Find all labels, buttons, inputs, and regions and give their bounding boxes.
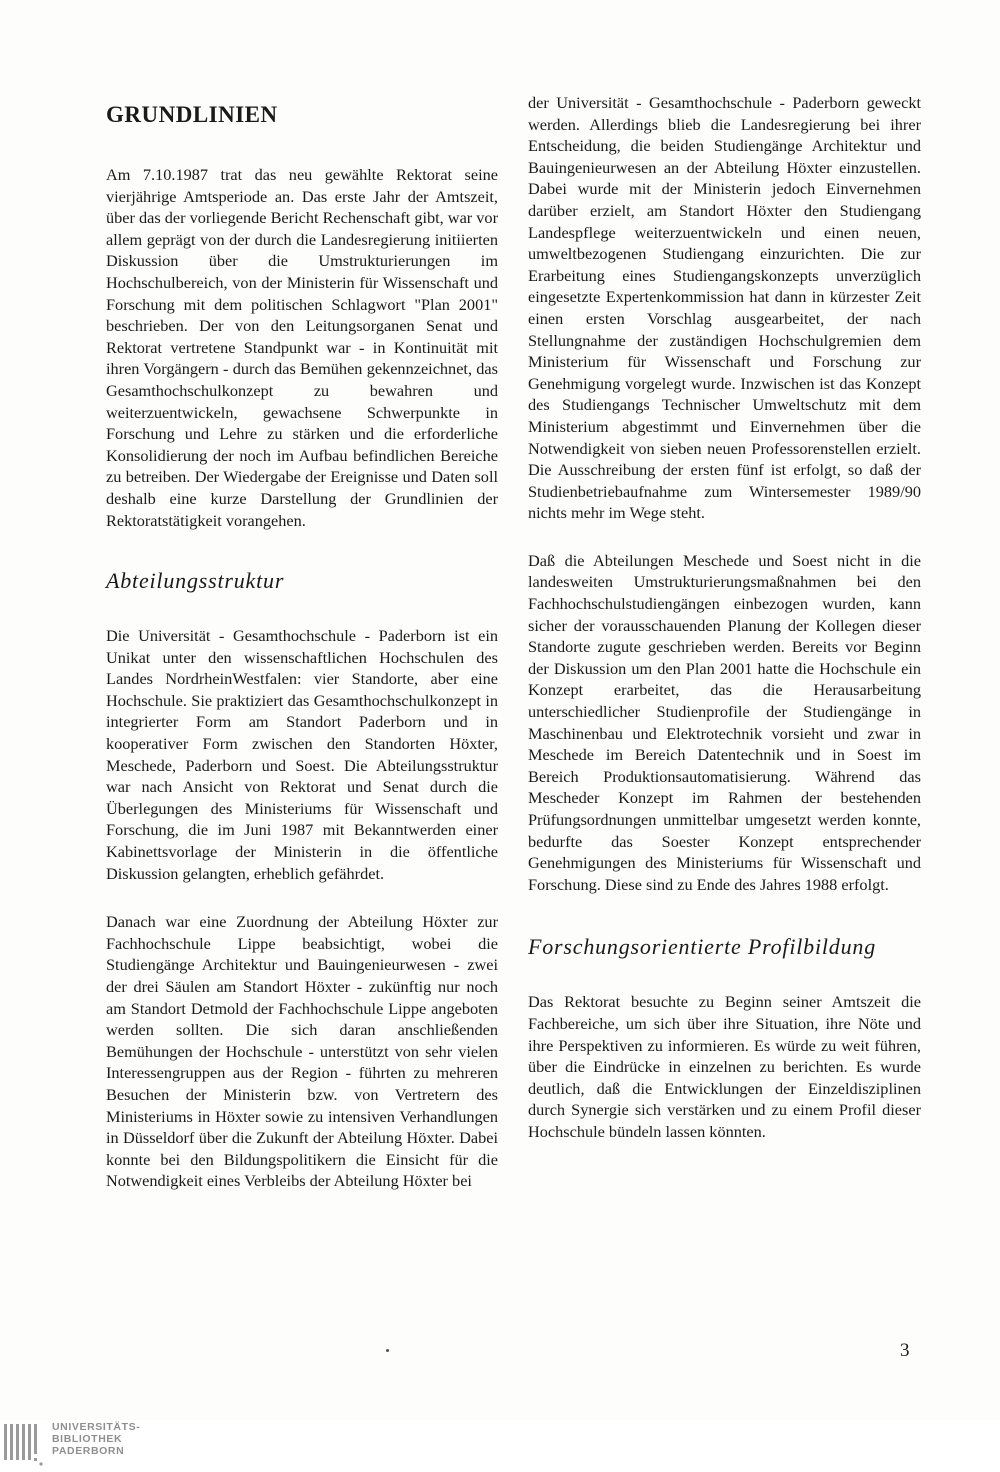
paragraph-abteilungsstruktur-2-continued: der Universität - Gesamthochschule - Paderborn geweckt werden. Allerdings blieb die Landesregierung bei ihrer Entscheidung, die beiden Studiengänge Architektur und Bauingenieurwesen an der Abteilung Höxter einzustellen. Dabei wurde mit der Ministerin jedoch Einvernehmen darüber erzielt, am Standort Höxter den Studiengang Landespflege weiterzuentwickeln und einen neuen, umweltbezogenen Studiengang einzurichten. Die zur Erarbeitung eines Studiengangskonzepts unverzüglich eingesetzte Expertenkommission hat dann in kürzester Zeit einen ersten Vorschlag ausgearbeitet, der nach Stellungnahme der zuständigen Hochschulgremien dem Ministerium für Wissenschaft und Forschung zur Genehmigung vorgelegt wurde. Inzwischen ist das Konzept des Studiengangs Technischer Umweltschutz mit dem Ministerium abgestimmt und Einvernehmen über die Notwendigkeit von sieben neuen Professorenstellen erzielt. Die Ausschreibung der ersten fünf ist erfolgt, so daß der Studienbetriebaufnahme zum Wintersemester 1989/90 nichts mehr im Wege steht.	[528, 93, 921, 523]
page-title: GRUNDLINIEN	[106, 102, 278, 127]
page-number: 3	[900, 1340, 910, 1361]
logo-line-3: PADERBORN	[52, 1445, 125, 1457]
section-heading-abteilungsstruktur: Abteilungsstruktur	[106, 568, 285, 594]
paragraph-abteilungsstruktur-1: Die Universität - Gesamthochschule - Paderborn ist ein Unikat unter den wissenschaftlichen Hochschulen des Landes NordrheinWestfalen: vier Standorte, aber eine Hochschule. Sie praktiziert das Gesamthochschulkonzept in integrierter Form am Standort Paderborn und in kooperativer Form zwischen den Standorten Höxter, Meschede, Paderborn und Soest. Die Abteilungsstruktur war nach Ansicht von Rektorat und Senat durch die Überlegungen des Ministeriums für Wissenschaft und Forschung, die im Juni 1987 mit Bekanntwerden einer Kabinettsvorlage der Ministerin in die öffentliche Diskussion gelangten, erheblich gefährdet.	[106, 626, 498, 883]
library-logo-text	[52, 1421, 140, 1457]
paragraph-abteilungsstruktur-3: Daß die Abteilungen Meschede und Soest nicht in die landesweiten Umstrukturierungsmaßnahmen bei den Fachhochschulstudiengängen einbezogen wurden, kann sicher der vorausschauenden Planung der Kollegen dieser Standorte zugute geschrieben werden. Bereits vor Beginn der Diskussion um den Plan 2001 hatte die Hochschule ein Konzept erarbeitet, das die Herausarbeitung unterschiedlicher Studienprofile der Studiengänge in Maschinenbau und Elektrotechnik vorsieht und zwar in Meschede im Bereich Datentechnik und in Soest im Bereich Produktionsautomatisierung. Während das Mescheder Konzept im Rahmen der bestehenden Prüfungsordnungen unmittelbar umgesetzt werden konnte, bedurfte das Soester Konzept entsprechender Genehmigungen des Ministeriums für Wissenschaft und Forschung. Diese sind zu Ende des Jahres 1988 erfolgt.	[528, 550, 921, 894]
logo-line-2: BIBLIOTHEK	[52, 1433, 123, 1445]
intro-paragraph: Am 7.10.1987 trat das neu gewählte Rektorat seine vierjährige Amtsperiode an. Das erste Jahr der Amtszeit, über das der vorliegende Bericht Rechenschaft gibt, war vor allem geprägt von der durch die Landesregierung initiierten Diskussion über die Umstrukturierungen im Hochschulbereich, von der Ministerin für Wissenschaft und Forschung mit dem politischen Schlagwort "Plan 2001" beschrieben. Der von den Leitungsorganen Senat und Rektorat vertretene Standpunkt war - in Kontinuität mit ihren Vorgängern - durch das Bemühen gekennzeichnet, das Gesamthochschulkonzept zu bewahren und weiterzuentwickeln, gewachsene Schwerpunkte in Forschung und Lehre zu stärken und die erforderliche Konsolidierung der noch im Aufbau befindlichen Bereiche zu betreiben. Der Wiedergabe der Ereignisse und Daten soll deshalb eine kurze Darstellung der Grundlinien der Rektoratstätigkeit vorangehen.	[106, 165, 498, 530]
paragraph-profilbildung-1: Das Rektorat besuchte zu Beginn seiner Amtszeit die Fachbereiche, um sich über ihre Situation, ihre Nöte und ihre Perspektiven zu informieren. Es würde zu weit führen, über die Eindrücke in einzelnen zu berichten. Es wurde deutlich, daß die Entwicklungen der Einzeldisziplinen durch Synergie sich verstärken und zu einem Profil dieser Hochschule bündeln lassen könnten.	[528, 992, 921, 1141]
left-column	[106, 100, 498, 1192]
logo-line-1: UNIVERSITÄTS-	[52, 1421, 141, 1433]
section-heading-profilbildung: Forschungsorientierte Profilbildung	[528, 934, 876, 960]
paragraph-abteilungsstruktur-2: Danach war eine Zuordnung der Abteilung Höxter zur Fachhochschule Lippe beabsichtigt, wobei die Studiengänge Architektur und Bauingenieurwesen - zwei der drei Säulen am Standort Höxter - zukünftig nur noch am Standort Detmold der Fachhochschule Lippe angeboten werden sollten. Die sich daran anschließenden Bemühungen der Hochschule - unterstützt von sehr vielen Interessengruppen aus der Region - führten zu mehreren Besuchen der Ministerin bzw. von Vertretern des Ministeriums in Höxter sowie zu intensiven Verhandlungen in Düsseldorf über die Zukunft der Abteilung Höxter. Dabei konnte bei den Bildungspolitikern die Einsicht für die Notwendigkeit eines Verbleibs der Abteilung Höxter bei	[106, 912, 498, 1191]
library-bars-icon	[3, 1422, 45, 1468]
scan-speck	[386, 1349, 389, 1352]
library-footer	[0, 1420, 1000, 1472]
right-column	[528, 92, 921, 1143]
